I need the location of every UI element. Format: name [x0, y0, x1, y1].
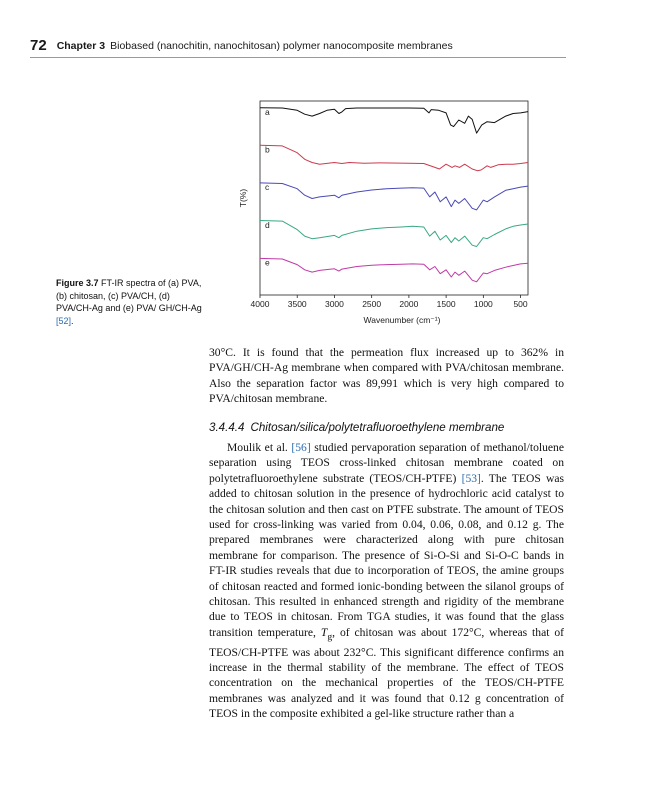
running-header [30, 36, 566, 58]
series-label-e: e [265, 257, 270, 268]
tg-subscript: g [327, 631, 333, 643]
caption-end: . [71, 315, 74, 326]
reference-link-53[interactable]: [53] [461, 471, 481, 485]
text-segment: , of chitosan was about 172°C, whereas that of TEOS/CH-PTFE was about 232°C. This significant difference confirms an increase in the thermal stability of the membrane. The effect of TEOS concentration on the mechanical properties of the TEOS/CH-PTFE membranes was analyzed and it was found that 0.12 g concentration of TEOS in the composite exhibited a gel-like structure rather than a [209, 625, 564, 721]
x-axis-label: Wavenumber (cm⁻¹) [363, 315, 441, 325]
text-segment: . The TEOS was added to chitosan solution in the presence of hydrochloric acid catalyst to the chitosan solution and then cast on PTFE substrate. The amount of TEOS used for cross-linking was varied from 0.04, 0.06, 0.08, and 0.12 g. The prepared membranes were characterized along with pure chitosan membrane for comparison. The presence of Si-O-Si and Si-O-C bands in FT-IR studies reveals that due to incorporation of TEOS, the amine groups of chitosan reacted and formed ionic-bonding between the silanol groups of chitosan. This resulted in enhanced strength and rigidity of the membrane due to TEOS in chitosan. From TGA studies, it was found that the glass transition temperature, [209, 471, 565, 639]
chapter-label: Chapter 3 [56, 40, 106, 52]
page-number: 72 [30, 37, 47, 54]
x-tick-label: 500 [513, 299, 528, 309]
x-tick-label: 3000 [324, 299, 344, 309]
ftir-figure [236, 96, 546, 332]
paragraph-teos [209, 440, 564, 722]
x-tick-label: 1000 [473, 299, 493, 309]
x-tick-label: 2500 [362, 299, 382, 309]
series-line-e [260, 258, 528, 281]
series-label-a: a [265, 107, 270, 117]
text-segment: Moulik et al. [227, 441, 288, 454]
section-title: Chitosan/silica/polytetrafluoroethylene membrane [250, 421, 505, 434]
paragraph-text: 30°C. It is found that the permeation flux increased up to 362% in PVA/GH/CH-Ag membrane when compared with PVA/chitosan membrane. Also the separation factor was 89,991 which is very high compared to PVA/chitosan membrane. [209, 346, 564, 406]
x-tick-label: 2000 [399, 299, 419, 309]
series-label-b: b [265, 144, 270, 155]
tg-symbol: T [320, 625, 328, 639]
figure-label: Figure 3.7 [56, 278, 99, 288]
section-heading [209, 421, 564, 434]
caption-text: FT-IR spectra of (a) PVA, (b) chitosan, (c) PVA/CH, (d) PVA/CH-Ag and (e) PVA/ GH/CH-Ag [56, 278, 202, 313]
y-axis-label: T(%) [238, 188, 248, 208]
paragraph-text [209, 440, 564, 722]
x-tick-label: 3500 [287, 299, 307, 309]
section-number: 3.4.4.4 [209, 421, 245, 434]
ftir-chart [236, 96, 546, 332]
reference-link-56[interactable]: [56] [291, 441, 311, 454]
plot-frame [260, 101, 528, 295]
x-tick-label: 4000 [250, 299, 270, 309]
caption-reference-link[interactable]: [52] [56, 315, 72, 326]
figure-caption [56, 277, 206, 327]
series-line-b [260, 145, 528, 170]
series-label-c: c [265, 182, 270, 193]
series-label-d: d [265, 219, 270, 230]
chapter-title: Biobased (nanochitin, nanochitosan) polymer nanocomposite membranes [110, 40, 453, 52]
series-line-d [260, 221, 528, 247]
x-tick-label: 1500 [436, 299, 456, 309]
series-line-a [260, 108, 528, 133]
series-line-c [260, 183, 528, 210]
text-segment: studied pervaporation separation of methanol/toluene separation using TEOS cross-linked chitosan membrane coated on polytetrafluoroethylene substrate (TEOS/CH-PTFE) [209, 441, 564, 485]
paragraph-permeation [209, 345, 564, 407]
